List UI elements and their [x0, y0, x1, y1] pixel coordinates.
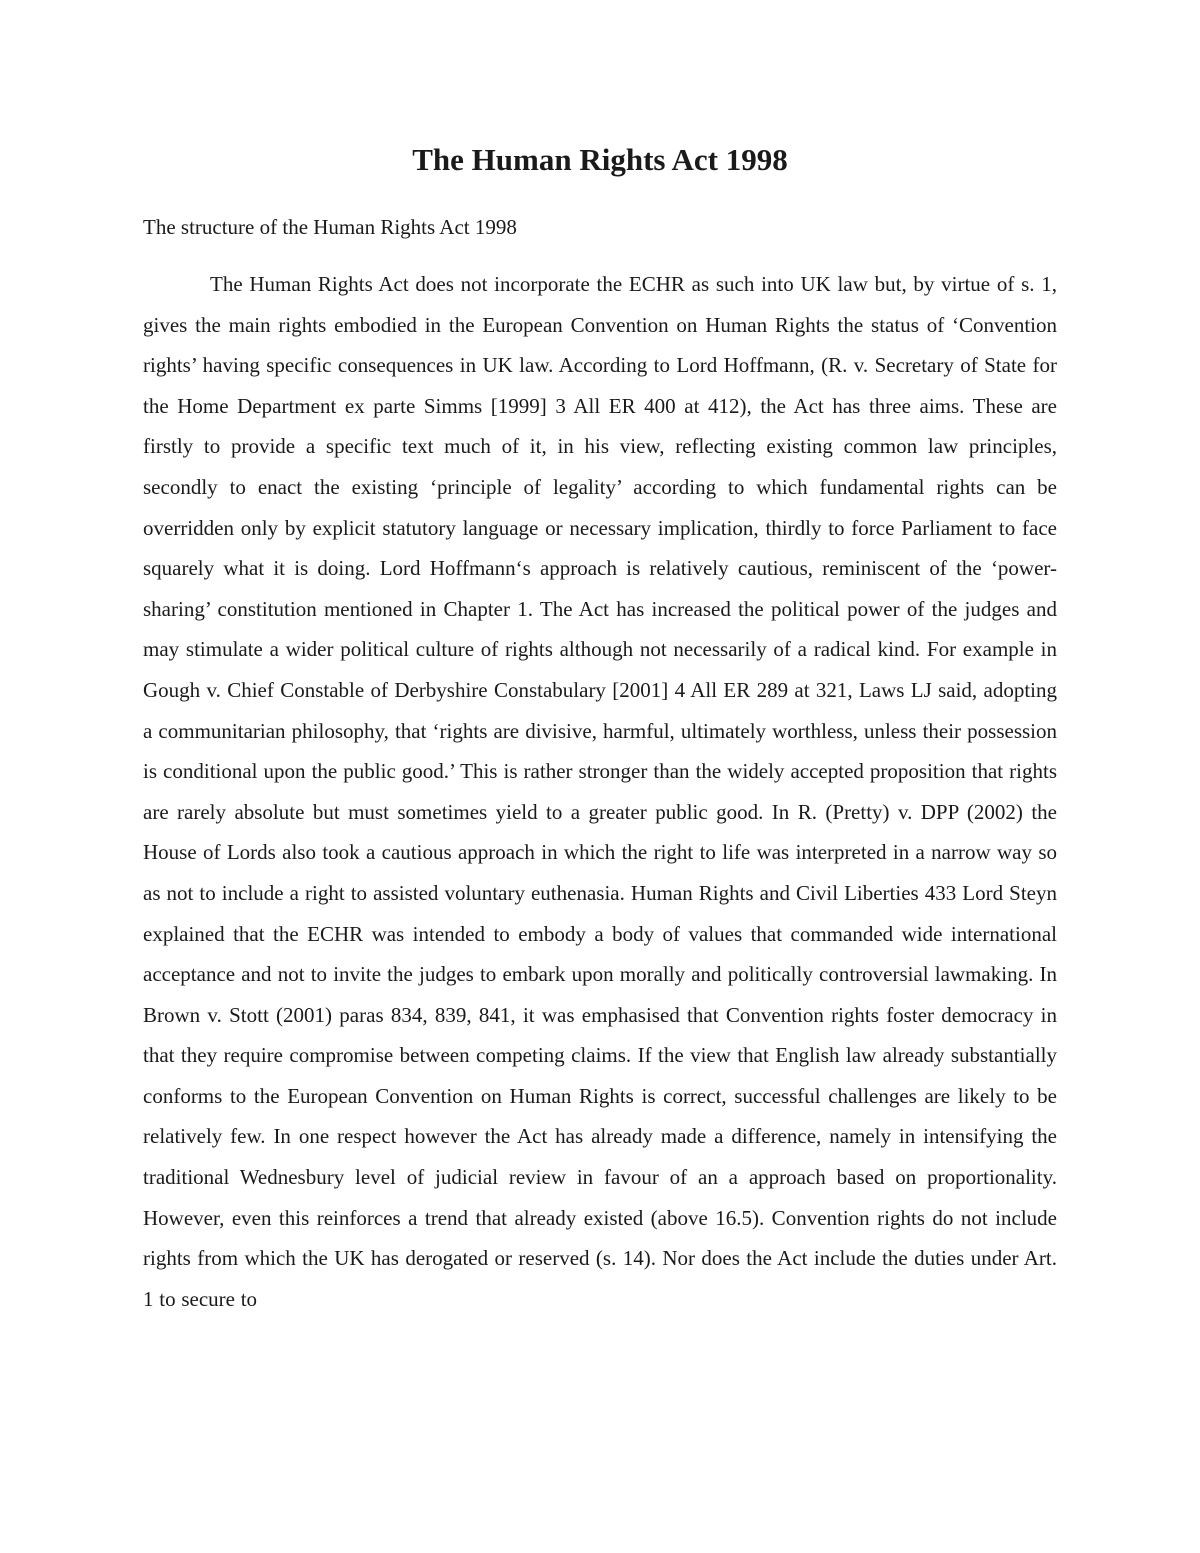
section-subheading: The structure of the Human Rights Act 1998 — [143, 215, 517, 239]
document-title: The Human Rights Act 1998 — [412, 142, 788, 177]
body-paragraph: The Human Rights Act does not incorporate the ECHR as such into UK law but, by virtue of s. 1, gives the main rights embodied in the European Convention on Human Rights the status of ‘Convention rights’ having specific consequences in UK law. According to Lord Hoffmann, (R. v. Secretary of State for the Home Department ex parte Simms [1999] 3 All ER 400 at 412), the Act has three aims. These are firstly to provide a specific text much of it, in his view, reflecting existing common law principles, secondly to enact the existing ‘principle of legality’ according to which fundamental rights can be overridden only by explicit statutory language or necessary implication, thirdly to force Parliament to face squarely what it is doing. Lord Hoffmann‘s approach is relatively cautious, reminiscent of the ‘power-sharing’ constitution mentioned in Chapter 1. The Act has increased the political power of the judges and may stimulate a wider political culture of rights although not necessarily of a radical kind. For example in Gough v. Chief Constable of Derbyshire Constabulary [2001] 4 All ER 289 at 321, Laws LJ said, adopting a communitarian philosophy, that ‘rights are divisive, harmful, ultimately worthless, unless their possession is conditional upon the public good.’ This is rather stronger than the widely accepted proposition that rights are rarely absolute but must sometimes yield to a greater public good. In R. (Pretty) v. DPP (2002) the House of Lords also took a cautious approach in which the right to life was interpreted in a narrow way so as not to include a right to assisted voluntary euthenasia. Human Rights and Civil Liberties 433 Lord Steyn explained that the ECHR was intended to embody a body of values that commanded wide international acceptance and not to invite the judges to embark upon morally and politically controversial lawmaking. In Brown v. Stott (2001) paras 834, 839, 841, it was emphasised that Convention rights foster democracy in that they require compromise between competing claims. If the view that English law already substantially conforms to the European Convention on Human Rights is correct, successful challenges are likely to be relatively few. In one respect however the Act has already made a difference, namely in intensifying the traditional Wednesbury level of judicial review in favour of an a approach based on proportionality. However, even this reinforces a trend that already existed (above 16.5). Convention rights do not include rights from which the UK has derogated or reserved (s. 14). Nor does the Act include the duties under Art. 1 to secure to — [143, 272, 1057, 1311]
